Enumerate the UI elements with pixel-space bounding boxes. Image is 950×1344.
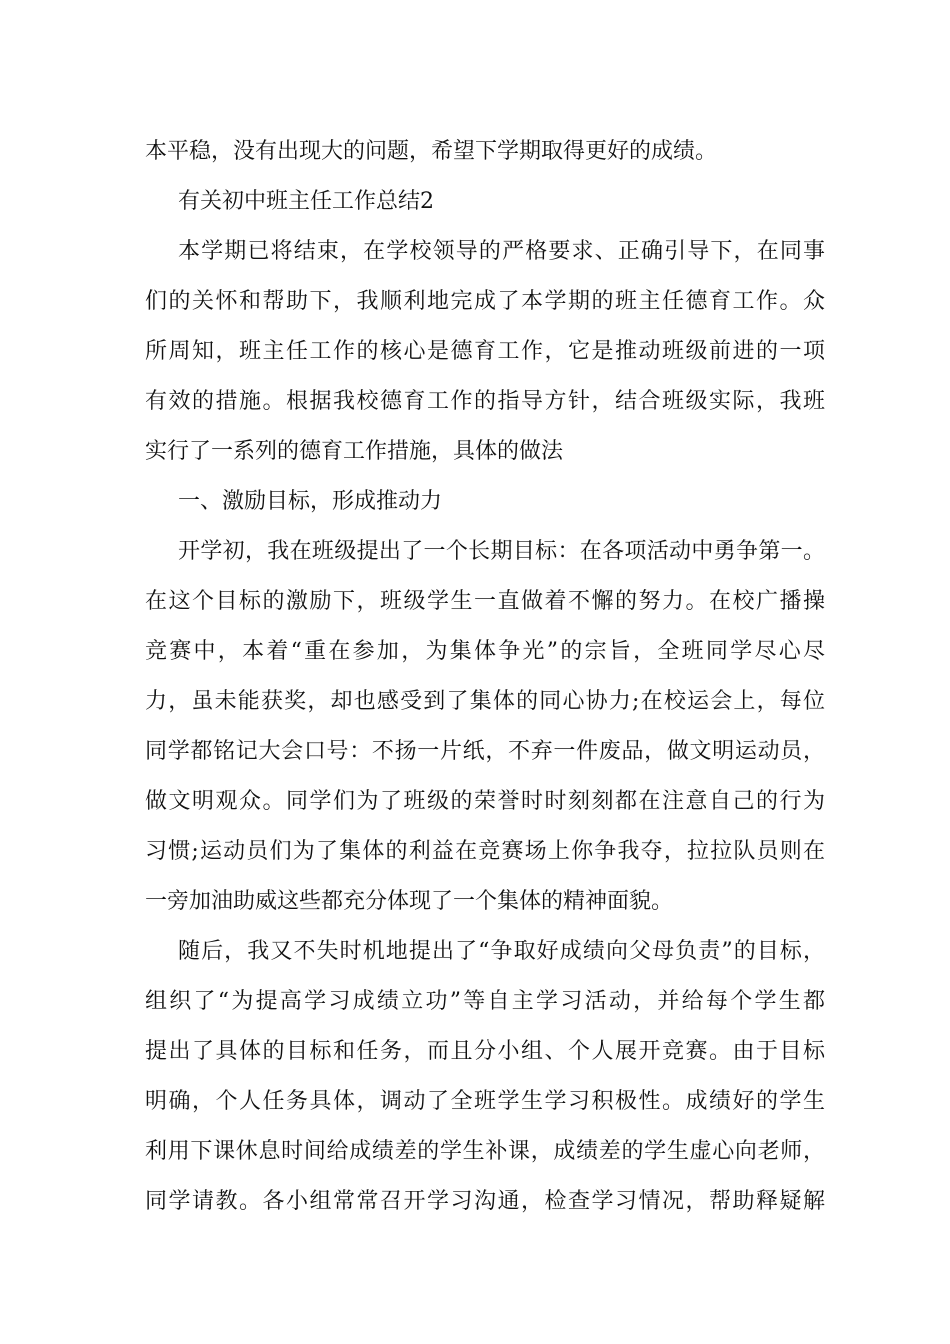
paragraph-line: 一旁加油助威这些都充分体现了一个集体的精神面貌。 (145, 889, 674, 914)
paragraph-line: 开学初，我在班级提出了一个长期目标：在各项活动中勇争第一。 (178, 539, 825, 564)
paragraph-line: 在这个目标的激励下，班级学生一直做着不懈的努力。在校广播操 (145, 589, 825, 614)
paragraph-line: 们的关怀和帮助下，我顺利地完成了本学期的班主任德育工作。众 (145, 289, 825, 314)
paragraph-line: 竞赛中，本着“重在参加，为集体争光”的宗旨，全班同学尽心尽 (145, 639, 825, 664)
paragraph-line: 利用下课休息时间给成绩差的学生补课，成绩差的学生虚心向老师， (145, 1139, 825, 1164)
paragraph-line: 随后，我又不失时机地提出了“争取好成绩向父母负责”的目标， (178, 939, 825, 964)
paragraph-line: 组织了“为提高学习成绩立功”等自主学习活动，并给每个学生都 (145, 989, 825, 1014)
paragraph-line: 所周知，班主任工作的核心是德育工作，它是推动班级前进的一项 (145, 339, 825, 364)
paragraph-line: 提出了具体的目标和任务，而且分小组、个人展开竞赛。由于目标 (145, 1039, 825, 1064)
subheading: 一、激励目标，形成推动力 (178, 489, 443, 514)
paragraph-line: 同学都铭记大会口号：不扬一片纸，不弃一件废品，做文明运动员， (145, 739, 825, 764)
paragraph-line: 有效的措施。根据我校德育工作的指导方针，结合班级实际，我班 (145, 389, 825, 414)
paragraph-line: 同学请教。各小组常常召开学习沟通，检查学习情况，帮助释疑解 (145, 1189, 825, 1214)
paragraph-line: 明确，个人任务具体，调动了全班学生学习积极性。成绩好的学生 (145, 1089, 825, 1114)
section-heading: 有关初中班主任工作总结2 (178, 189, 434, 214)
text-line: 本平稳，没有出现大的问题，希望下学期取得更好的成绩。 (145, 139, 718, 164)
paragraph-line: 实行了一系列的德育工作措施，具体的做法 (145, 439, 564, 464)
paragraph-line: 习惯;运动员们为了集体的利益在竞赛场上你争我夺，拉拉队员则在 (145, 839, 825, 864)
paragraph-line: 做文明观众。同学们为了班级的荣誉时时刻刻都在注意自己的行为 (145, 789, 825, 814)
paragraph-line: 本学期已将结束，在学校领导的严格要求、正确引导下，在同事 (178, 239, 825, 264)
paragraph-line: 力，虽未能获奖，却也感受到了集体的同心协力;在校运会上，每位 (145, 689, 825, 714)
